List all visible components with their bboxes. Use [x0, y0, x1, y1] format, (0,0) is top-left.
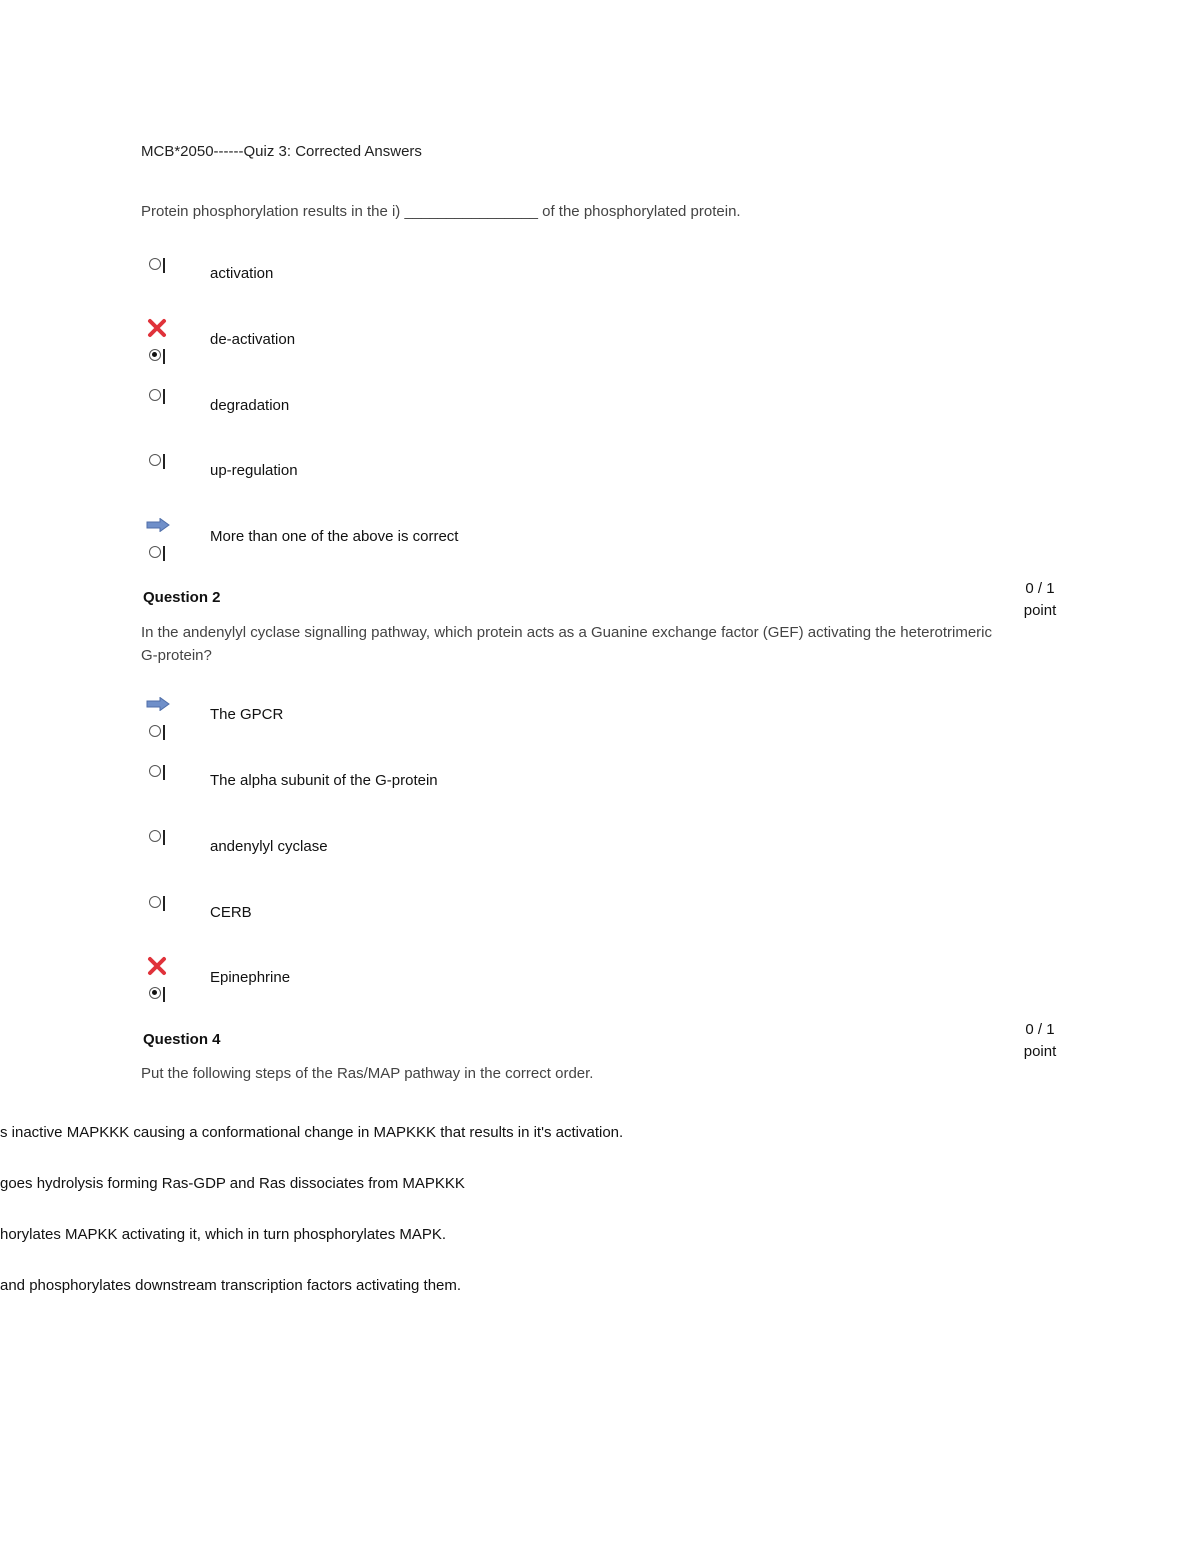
- q1-option-1-label: activation: [210, 265, 274, 282]
- q2-option-3-radio[interactable]: [149, 830, 161, 842]
- q1-option-5-radio[interactable]: [149, 546, 161, 558]
- q2-score: 0 / 1: [1025, 580, 1055, 597]
- q2-option-1-radio[interactable]: [149, 725, 161, 737]
- q1-option-1-radio[interactable]: [149, 258, 161, 270]
- q2-option-2-radio[interactable]: [149, 765, 161, 777]
- q2-option-4-radio[interactable]: [149, 896, 161, 908]
- q2-option-3-label: andenylyl cyclase: [210, 838, 328, 855]
- arrow-right-icon: [146, 697, 170, 711]
- page-title: MCB*2050------Quiz 3: Corrected Answers: [141, 143, 422, 160]
- q4-text: Put the following steps of the Ras/MAP pathway in the correct order.: [141, 1065, 594, 1082]
- q1-option-5-label: More than one of the above is correct: [210, 528, 459, 545]
- q4-score-unit: point: [1023, 1043, 1057, 1060]
- q4-step-2[interactable]: goes hydrolysis forming Ras-GDP and Ras dissociates from MAPKKK: [0, 1175, 465, 1192]
- q2-option-2-label: The alpha subunit of the G-protein: [210, 772, 438, 789]
- q2-option-5-radio[interactable]: [149, 987, 161, 999]
- q2-text: In the andenylyl cyclase signalling pathway, which protein acts as a Guanine exchange factor (GEF) activating the heterotrimeric G-protein?: [141, 624, 992, 664]
- x-mark-icon: [147, 318, 167, 338]
- q2-option-4-label: CERB: [210, 904, 252, 921]
- q2-option-1-label: The GPCR: [210, 706, 284, 723]
- q4-step-4[interactable]: and phosphorylates downstream transcription factors activating them.: [0, 1277, 462, 1294]
- q1-option-3-label: degradation: [210, 397, 290, 414]
- q2-option-5-label: Epinephrine: [210, 969, 291, 986]
- q2-heading: Question 2: [143, 589, 221, 606]
- q1-option-2-label: de-activation: [210, 331, 296, 348]
- arrow-right-icon: [146, 518, 170, 532]
- q1-text: Protein phosphorylation results in the i) ________________ of the phosphorylated protein.: [141, 203, 741, 220]
- q4-score: 0 / 1: [1025, 1021, 1055, 1038]
- x-mark-icon: [147, 956, 167, 976]
- q4-heading: Question 4: [143, 1031, 221, 1048]
- q1-option-2-radio[interactable]: [149, 349, 161, 361]
- q1-option-4-label: up-regulation: [210, 462, 298, 479]
- q1-option-3-radio[interactable]: [149, 389, 161, 401]
- q4-step-1[interactable]: s inactive MAPKKK causing a conformational change in MAPKKK that results in it's activation.: [0, 1124, 624, 1141]
- q2-score-unit: point: [1023, 602, 1057, 619]
- q1-option-4-radio[interactable]: [149, 454, 161, 466]
- q4-step-3[interactable]: horylates MAPKK activating it, which in turn phosphorylates MAPK.: [0, 1226, 447, 1243]
